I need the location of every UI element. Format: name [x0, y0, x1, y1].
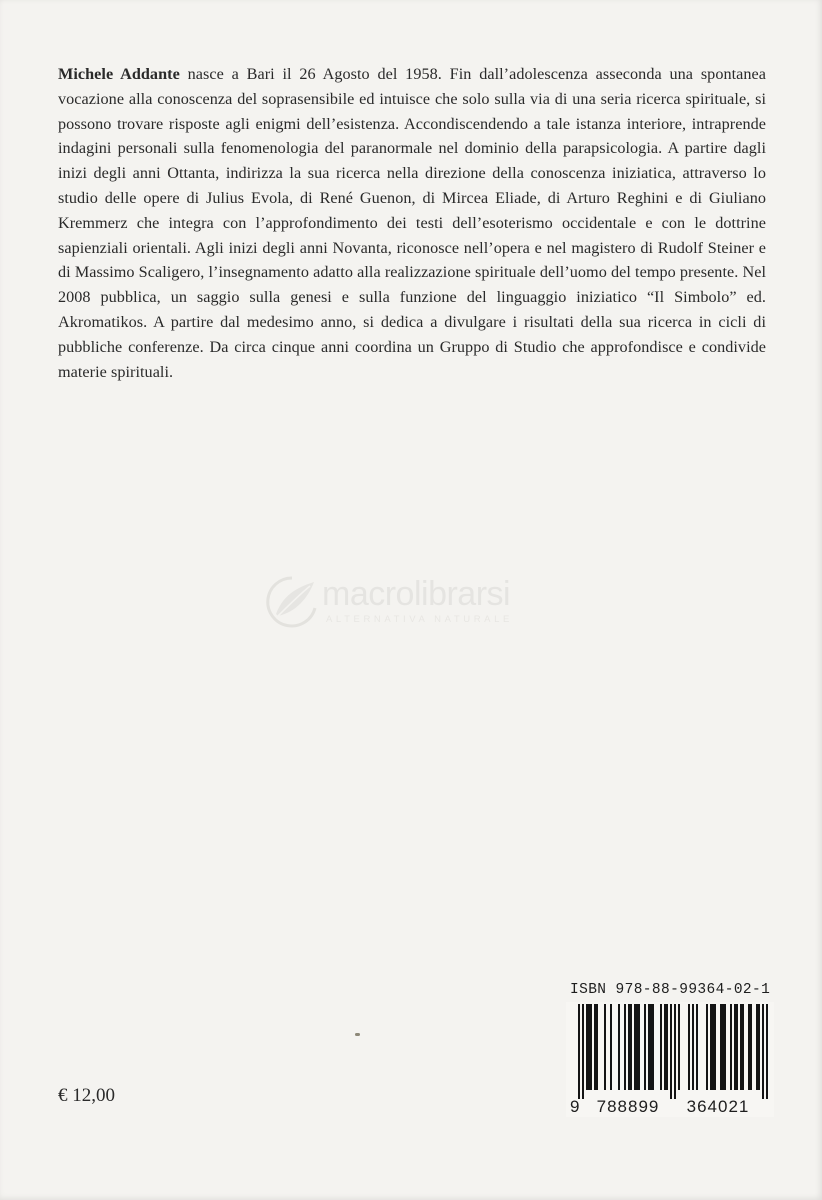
barcode-bar — [586, 1004, 588, 1090]
barcode-bar — [650, 1004, 652, 1090]
barcode-bar — [604, 1004, 606, 1090]
barcode-bar — [660, 1004, 662, 1090]
barcode-bar — [730, 1004, 732, 1090]
barcode-bar — [624, 1004, 626, 1090]
barcode-bar — [710, 1004, 712, 1090]
barcode-bar — [692, 1004, 694, 1090]
barcode-bar — [742, 1004, 744, 1090]
barcode-guard-bar — [578, 1004, 580, 1099]
barcode-bar — [736, 1004, 738, 1090]
barcode-bar — [596, 1004, 598, 1090]
barcode-digits-left: 788899 — [596, 1097, 660, 1116]
barcode-digit-first: 9 — [570, 1097, 580, 1116]
paper-speck — [355, 1033, 360, 1036]
barcode-bar — [740, 1004, 742, 1090]
barcode-bar — [630, 1004, 632, 1090]
barcode-bar — [628, 1004, 630, 1090]
barcode-bar — [618, 1004, 620, 1090]
barcode-bar — [666, 1004, 668, 1090]
barcode-bar — [636, 1004, 638, 1090]
barcode-bar — [722, 1004, 724, 1090]
barcode-guard-bar — [766, 1004, 768, 1099]
barcode-bar — [750, 1004, 752, 1090]
barcode-bar — [712, 1004, 714, 1090]
barcode-digits-right: 364021 — [686, 1097, 750, 1116]
barcode-guard-bar — [674, 1004, 676, 1099]
barcode-bar — [588, 1004, 590, 1090]
barcode-bar — [706, 1004, 708, 1090]
barcode-bar — [688, 1004, 690, 1090]
barcode-bar — [756, 1004, 758, 1090]
author-biography — [58, 62, 766, 384]
barcode-bar — [648, 1004, 650, 1090]
barcode-bar — [594, 1004, 596, 1090]
barcode-bar — [590, 1004, 592, 1090]
barcode-bar — [610, 1004, 612, 1090]
barcode-bar — [720, 1004, 722, 1090]
barcode-bar — [734, 1004, 736, 1090]
price-label: € 12,00 — [58, 1085, 115, 1106]
author-name: Michele Addante — [58, 65, 180, 83]
isbn-label: ISBN 978-88-99364-02-1 — [570, 982, 771, 998]
barcode-bar — [714, 1004, 716, 1090]
isbn-barcode — [566, 982, 776, 1122]
barcode-bar — [696, 1004, 698, 1090]
barcode-bar — [644, 1004, 646, 1090]
ean13-barcode — [566, 1002, 774, 1117]
barcode-bar — [748, 1004, 750, 1090]
biography-text: nasce a Bari il 26 Agosto del 1958. Fin dall’adolescenza asseconda una spontanea vocazione alla conoscenza del soprasensibile ed intuisce che solo sulla via di una seria ricerca spirituale, si possono trovare risposte agli enigmi dell’esistenza. Accondiscendendo a tale istanza interiore, intraprende indagini personali sulla fenomenologia del paranormale nel dominio della parapsicologia. A partire dagli inizi degli anni Ottanta, indirizza la sua ricerca nella direzione della conoscenza iniziatica, attraverso lo studio delle opere di Julius Evola, di René Guenon, di Mircea Eliade, di Arturo Reghini e di Giuliano Kremmerz che integra con l’approfondimento dei testi dell’esoterismo occidentale e con le dottrine sapienziali orientali. Agli inizi degli anni Novanta, riconosce nell’opera e nel magistero di Rudolf Steiner e di Massimo Scaligero, l’insegnamento adatto alla realizzazione spirituale dell’uomo del tempo presente. Nel 2008 pubblica, un saggio sulla genesi e sulla funzione del linguaggio iniziatico “Il Simbolo” ed. Akromatikos. A partire dal medesimo anno, si dedica a divulgare i risultati della sua ricerca in cicli di pubbliche conferenze. Da circa cinque anni coordina un Gruppo di Studio che approfondisce e condivide materie spirituali. — [58, 65, 767, 381]
barcode-bar — [664, 1004, 666, 1090]
watermark-tagline: ALTERNATIVA NATURALE — [326, 614, 513, 625]
barcode-bar — [652, 1004, 654, 1090]
barcode-bar — [758, 1004, 760, 1090]
barcode-bar — [634, 1004, 636, 1090]
watermark — [262, 572, 562, 634]
leaf-circle-icon — [262, 574, 322, 630]
watermark-name: macrolibrarsi — [322, 575, 511, 613]
barcode-guard-bar — [670, 1004, 672, 1099]
barcode-guard-bar — [582, 1004, 584, 1099]
barcode-bar — [638, 1004, 640, 1090]
barcode-guard-bar — [762, 1004, 764, 1099]
barcode-bar — [678, 1004, 680, 1090]
barcode-bar — [724, 1004, 726, 1090]
